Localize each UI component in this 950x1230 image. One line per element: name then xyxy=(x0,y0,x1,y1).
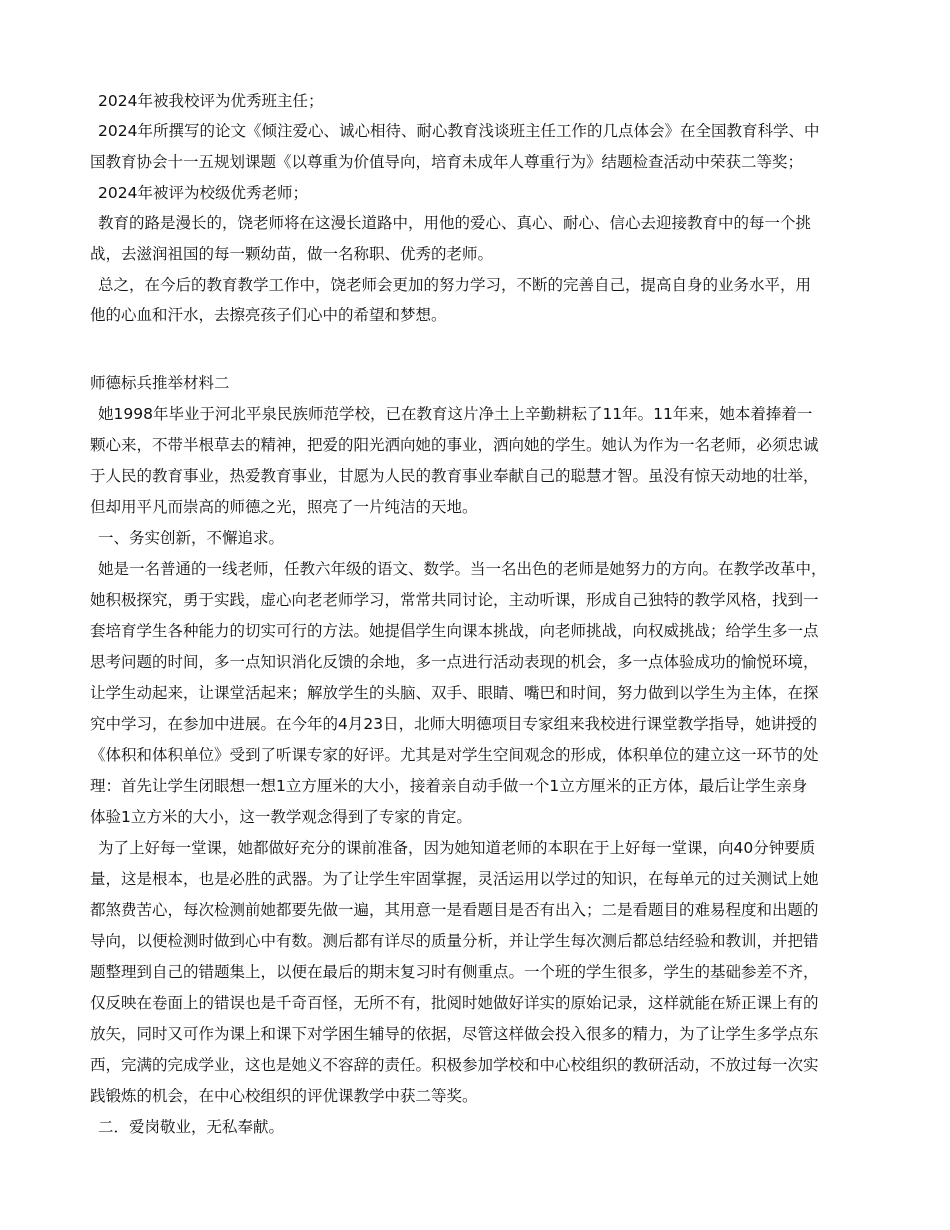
text-line: 套培育学生各种能力的切实可行的方法。她提倡学生向课本挑战，向老师挑战，向权威挑战；给学生多一点 xyxy=(90,622,819,640)
text-line: 题整理到自己的错题集上，以便在最后的期末复习时有侧重点。一个班的学生很多，学生的基础参差不齐， xyxy=(90,963,819,981)
text-line: 她是一名普通的一线老师，任教六年级的语文、数学。当一名出色的老师是她努力的方向。在教学改革中， xyxy=(98,560,827,578)
text-line: 都煞费苦心，每次检测前她都要先做一遍，其用意一是看题目是否有出入；二是看题目的难易程度和出题的 xyxy=(90,901,819,919)
text-line: 于人民的教育事业，热爱教育事业，甘愿为人民的教育事业奉献自己的聪慧才智。虽没有惊天动地的壮举， xyxy=(90,467,819,485)
text-line: 践锻炼的机会，在中心校组织的评优课教学中获二等奖。 xyxy=(90,1087,478,1105)
text-line: 思考问题的时间，多一点知识消化反馈的余地，多一点进行活动表现的机会，多一点体验成功的愉悦环境， xyxy=(90,653,819,671)
text-line: 她积极探究，勇于实践，虚心向老老师学习，常常共同讨论，主动听课，形成自己独特的教学风格，找到一 xyxy=(90,591,819,609)
text-line: 究中学习，在参加中进展。在今年的4月23日，北师大明德项目专家组来我校进行课堂教学指导，她讲授的 xyxy=(90,715,818,733)
text-line: 2024年被我校评为优秀班主任； xyxy=(98,92,324,110)
text-line: 他的心血和汗水，去擦亮孩子们心中的希望和梦想。 xyxy=(90,306,447,324)
text-line: 国教育协会十一五规划课题《以尊重为价值导向，培育未成年人尊重行为》结题检查活动中荣获二等奖； xyxy=(90,153,804,171)
subheading: 一、务实创新，不懈追求。 xyxy=(98,529,285,547)
text-line: 但却用平凡而崇高的师德之光，照亮了一片纯洁的天地。 xyxy=(90,498,478,516)
text-line: 量，这是根本，也是必胜的武器。为了让学生牢固掌握，灵活运用以学过的知识，在每单元的过关测试上她 xyxy=(90,870,819,888)
text-line: 2024年被评为校级优秀老师； xyxy=(98,184,308,202)
subheading: 二．爱岗敬业，无私奉献。 xyxy=(98,1118,285,1136)
section-title: 师德标兵推举材料二 xyxy=(90,374,230,392)
text-line: 体验1立方米的大小，这一教学观念得到了专家的肯定。 xyxy=(90,808,472,826)
text-line: 放矢，同时又可作为课上和课下对学困生辅导的依据，尽管这样做会投入很多的精力，为了让学生多学点东 xyxy=(90,1025,819,1043)
text-line: 西，完满的完成学业，这也是她义不容辞的责任。积极参加学校和中心校组织的教研活动，不放过每一次实 xyxy=(90,1056,819,1074)
text-line: 2024年所撰写的论文《倾注爱心、诚心相待、耐心教育浅谈班主任工作的几点体会》在全国教育科学、中 xyxy=(98,122,820,140)
text-line: 《体积和体积单位》受到了听课专家的好评。尤其是对学生空间观念的形成，体积单位的建立这一环节的处 xyxy=(90,746,819,764)
text-line: 教育的路是漫长的，饶老师将在这漫长道路中，用他的爱心、真心、耐心、信心去迎接教育中的每一个挑 xyxy=(98,214,812,232)
text-line: 导向，以便检测时做到心中有数。测后都有详尽的质量分析，并让学生每次测后都总结经验和教训，并把错 xyxy=(90,932,819,950)
text-line: 理：首先让学生闭眼想一想1立方厘米的大小，接着亲自动手做一个1立方厘米的正方体，最后让学生亲身 xyxy=(90,777,808,795)
text-line: 她1998年毕业于河北平泉民族师范学校，已在教育这片净土上辛勤耕耘了11年。11年来，她本着捧着一 xyxy=(98,405,813,423)
text-line: 战，去滋润祖国的每一颗幼苗，做一名称职、优秀的老师。 xyxy=(90,245,494,263)
text-line: 总之，在今后的教育教学工作中，饶老师会更加的努力学习，不断的完善自己，提高自身的业务水平，用 xyxy=(98,276,812,294)
text-line: 颗心来，不带半根草去的精神，把爱的阳光洒向她的事业，洒向她的学生。她认为作为一名老师，必须忠诚 xyxy=(90,436,819,454)
text-line: 为了上好每一堂课，她都做好充分的课前准备，因为她知道老师的本职在于上好每一堂课，向40分钟要质 xyxy=(98,839,816,857)
text-line: 仅反映在卷面上的错误也是千奇百怪，无所不有，批阅时她做好详实的原始记录，这样就能在矫正课上有的 xyxy=(90,994,819,1012)
text-line: 让学生动起来，让课堂活起来；解放学生的头脑、双手、眼睛、嘴巴和时间，努力做到以学生为主体，在探 xyxy=(90,684,819,702)
